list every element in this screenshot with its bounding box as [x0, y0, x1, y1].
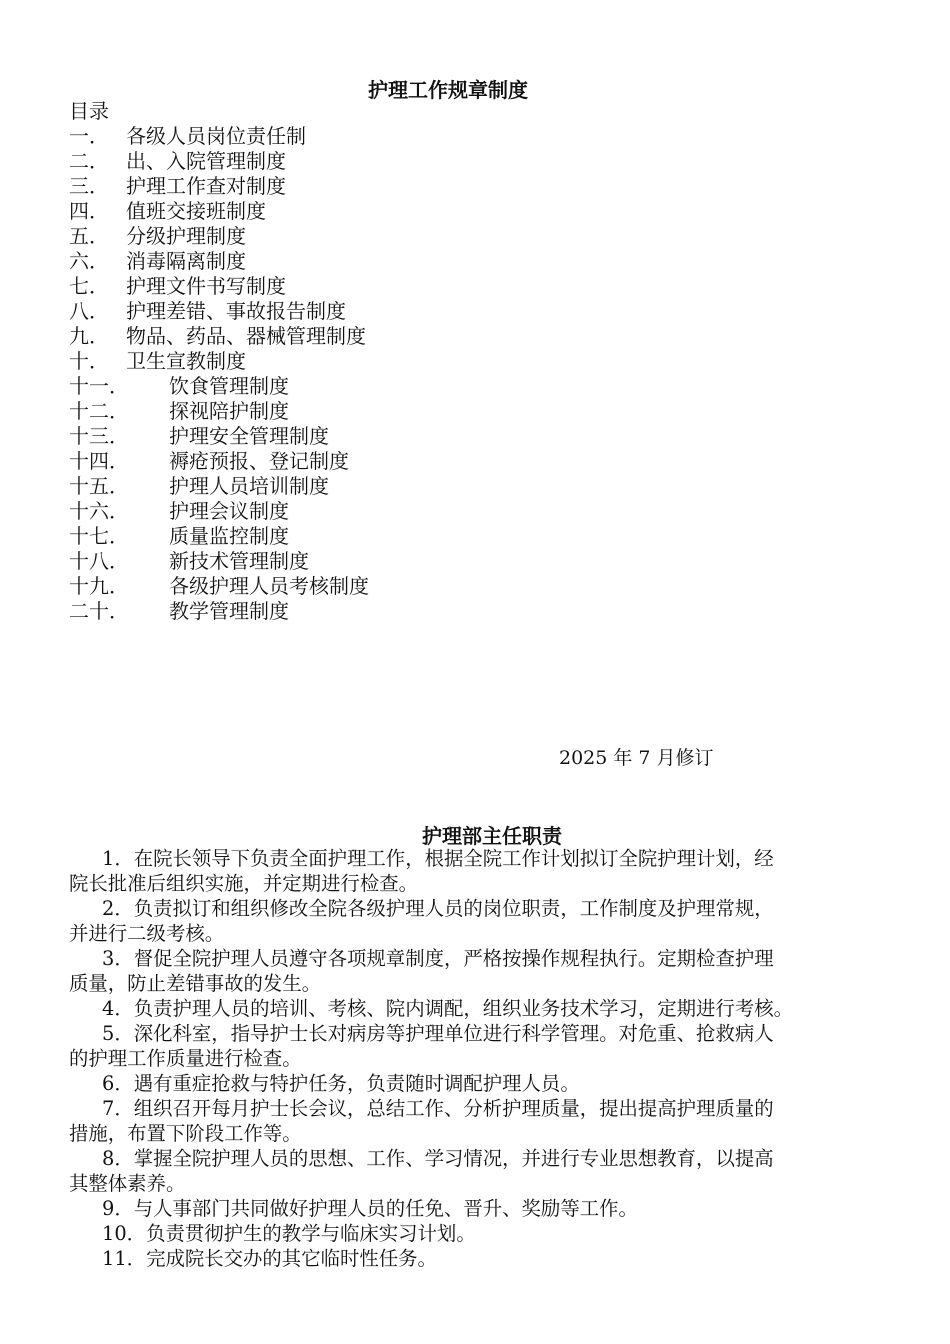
duty-item: 11．完成院长交办的其它临时性任务。 — [102, 1247, 437, 1270]
toc-item: 五． 分级护理制度 — [69, 224, 246, 248]
section-title: 护理部主任职责 — [422, 824, 562, 848]
toc-item: 十二． 探视陪护制度 — [69, 399, 289, 423]
duty-item: 10．负责贯彻护生的教学与临床实习计划。 — [102, 1222, 476, 1245]
duty-item: 7．组织召开每月护士长会议，总结工作、分析护理质量，提出提高护理质量的 措施，布置下阶段工作等。 — [69, 1097, 774, 1145]
toc-item: 一． 各级人员岗位责任制 — [69, 124, 306, 148]
toc-item: 三． 护理工作查对制度 — [69, 174, 286, 198]
toc-item: 十一． 饮食管理制度 — [69, 374, 289, 398]
duty-item: 4．负责护理人员的培训、考核、院内调配，组织业务技术学习，定期进行考核。 — [102, 997, 794, 1020]
toc-item: 十三． 护理安全管理制度 — [69, 424, 329, 448]
toc-item: 六． 消毒隔离制度 — [69, 249, 246, 273]
toc-item: 十六． 护理会议制度 — [69, 499, 289, 523]
document-title: 护理工作规章制度 — [368, 78, 528, 102]
toc-label: 目录 — [69, 99, 109, 123]
toc-item: 八． 护理差错、事故报告制度 — [69, 299, 346, 323]
toc-item: 十． 卫生宣教制度 — [69, 349, 246, 373]
duty-item: 2．负责拟订和组织修改全院各级护理人员的岗位职责，工作制度及护理常规， 并进行二级考核。 — [69, 897, 774, 945]
duty-item: 3．督促全院护理人员遵守各项规章制度，严格按操作规程执行。定期检查护理 质量，防止差错事故的发生。 — [69, 947, 774, 995]
duty-item: 8．掌握全院护理人员的思想、工作、学习情况，并进行专业思想教育，以提高 其整体素养。 — [69, 1147, 774, 1195]
revision-date: 2025 年 7 月修订 — [559, 747, 714, 769]
toc-item: 十九． 各级护理人员考核制度 — [69, 574, 369, 598]
duty-item: 6．遇有重症抢救与特护任务，负责随时调配护理人员。 — [102, 1072, 580, 1095]
toc-item: 四． 值班交接班制度 — [69, 199, 266, 223]
toc-item: 九． 物品、药品、器械管理制度 — [69, 324, 366, 348]
toc-item: 十五． 护理人员培训制度 — [69, 474, 329, 498]
toc-item: 十八． 新技术管理制度 — [69, 549, 309, 573]
toc-item: 二十． 教学管理制度 — [69, 599, 289, 623]
duty-item: 5．深化科室，指导护士长对病房等护理单位进行科学管理。对危重、抢救病人 的护理工作质量进行检查。 — [69, 1022, 774, 1070]
table-of-contents — [69, 124, 369, 624]
duty-item: 9．与人事部门共同做好护理人员的任免、晋升、奖励等工作。 — [102, 1197, 638, 1220]
toc-item: 十四． 褥疮预报、登记制度 — [69, 449, 349, 473]
toc-item: 七． 护理文件书写制度 — [69, 274, 286, 298]
toc-item: 十七． 质量监控制度 — [69, 524, 289, 548]
duty-item: 1．在院长领导下负责全面护理工作，根据全院工作计划拟订全院护理计划，经 院长批准后组织实施，并定期进行检查。 — [69, 847, 774, 895]
duties-list — [69, 846, 892, 1271]
toc-item: 二． 出、入院管理制度 — [69, 149, 286, 173]
